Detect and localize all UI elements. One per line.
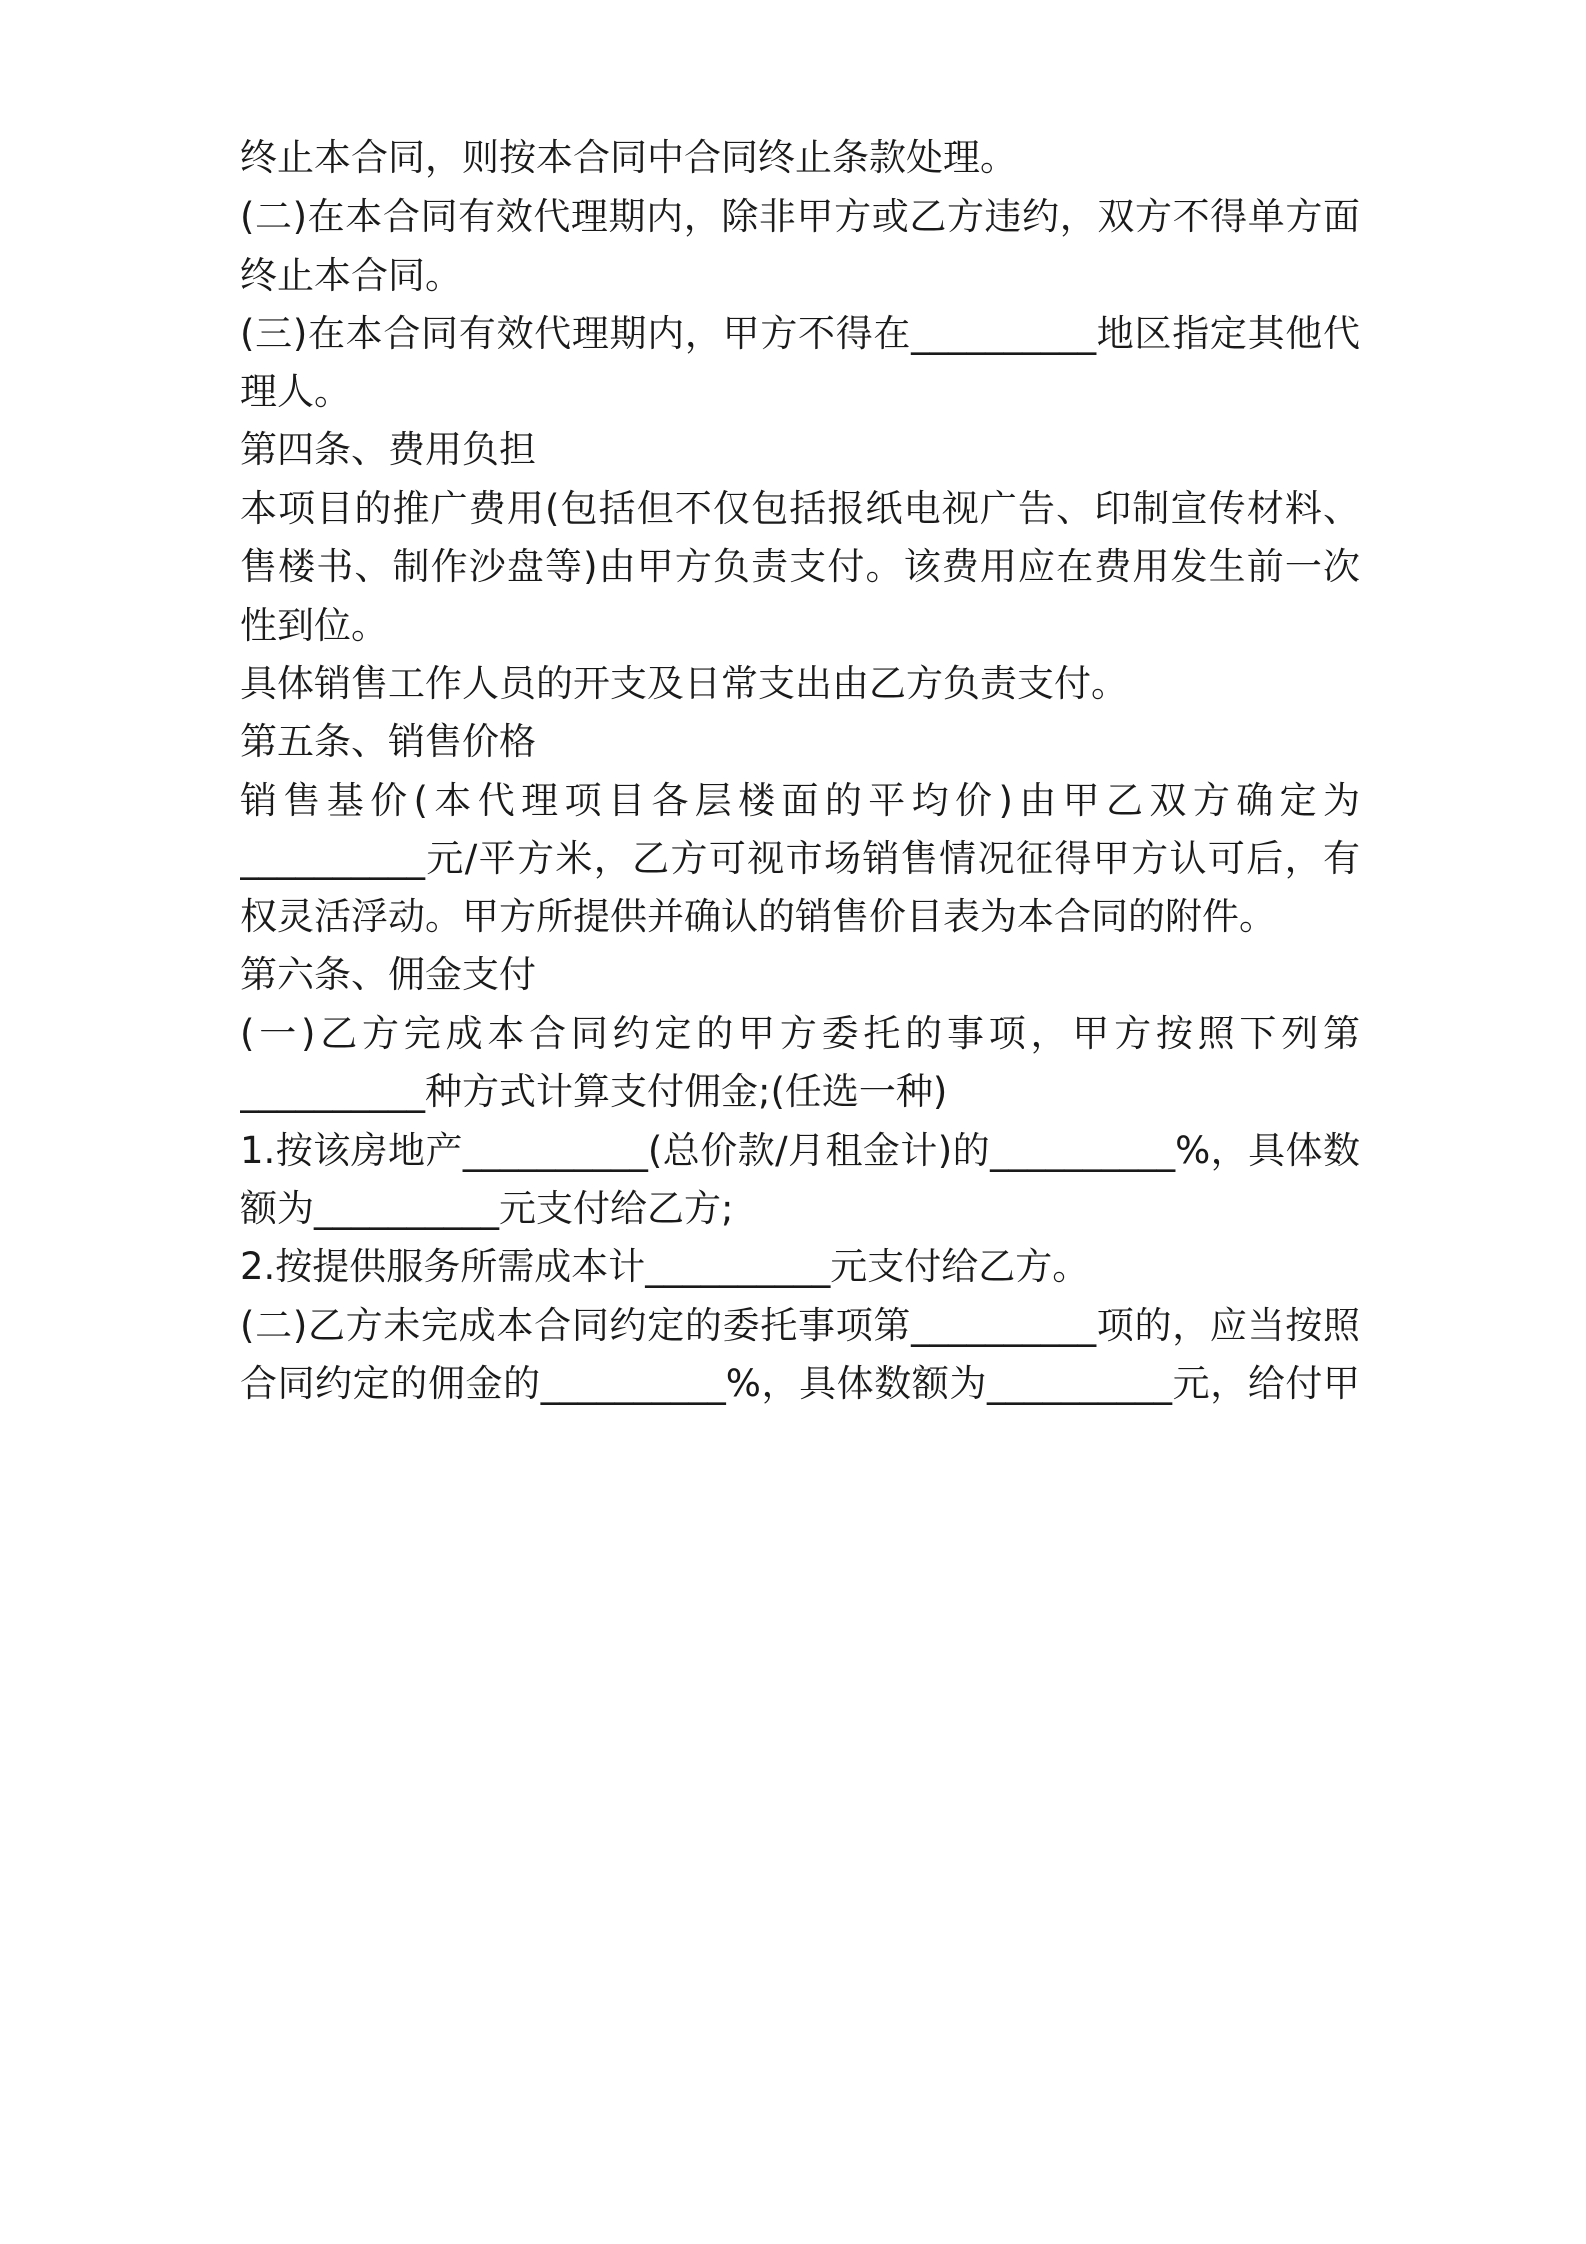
text-line: 合同约定的佣金的__________%，具体数额为__________元，给付甲 [240,1362,1360,1405]
text-line: 2.按提供服务所需成本计__________元支付给乙方。 [240,1245,1090,1288]
text-line: 本项目的推广费用(包括但不仅包括报纸电视广告、印制宣传材料、 [240,487,1360,530]
text-line: (二)乙方未完成本合同约定的委托事项第__________项的，应当按照 [240,1304,1360,1347]
section-heading: 第五条、销售价格 [240,720,536,763]
text-line: 终止本合同。 [240,254,462,297]
text-line: __________元/平方米，乙方可视市场销售情况征得甲方认可后，有 [240,837,1360,880]
section-heading: 第四条、费用负担 [240,428,536,471]
text-line: __________种方式计算支付佣金;(任选一种) [240,1070,948,1113]
section-heading: 第六条、佣金支付 [240,953,536,996]
text-line: (一)乙方完成本合同约定的甲方委托的事项，甲方按照下列第 [240,1012,1360,1055]
text-line: 售楼书、制作沙盘等)由甲方负责支付。该费用应在费用发生前一次 [240,545,1360,588]
text-line: 额为__________元支付给乙方; [240,1187,734,1230]
text-line: 销售基价(本代理项目各层楼面的平均价)由甲乙双方确定为 [240,779,1360,822]
text-line: 性到位。 [240,604,388,647]
text-line: 具体销售工作人员的开支及日常支出由乙方负责支付。 [240,662,1128,705]
text-line: (二)在本合同有效代理期内，除非甲方或乙方违约，双方不得单方面 [240,195,1360,238]
text-line: 终止本合同，则按本合同中合同终止条款处理。 [240,136,1017,179]
text-line: 理人。 [240,370,351,413]
text-line: (三)在本合同有效代理期内，甲方不得在__________地区指定其他代 [240,312,1360,355]
text-line: 1.按该房地产__________(总价款/月租金计)的__________%，具体数 [240,1129,1360,1172]
text-line: 权灵活浮动。甲方所提供并确认的销售价目表为本合同的附件。 [240,895,1276,938]
